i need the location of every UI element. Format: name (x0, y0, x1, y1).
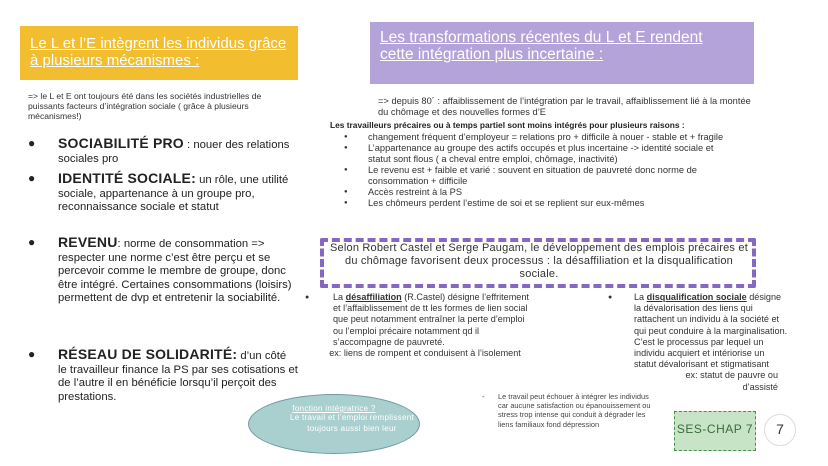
note-dash: - (482, 392, 485, 401)
mechanism-title: REVENU (58, 234, 118, 250)
desaffiliation-example: ex: liens de rompent et conduisent à l’isolement (329, 348, 521, 359)
label-prefix: La (333, 292, 346, 302)
mechanism-item (28, 172, 298, 215)
mechanism-text: : nouer des relations sociales pro (58, 139, 290, 165)
desaffiliation-block (305, 292, 535, 359)
list-item: ● changement fréquent d’employeur = relations pro + difficile à nouer - stable et + fragile (342, 132, 732, 143)
mechanism-title: RÉSEAU DE SOLIDARITÉ: (58, 346, 238, 362)
mechanism-title: IDENTITÉ SOCIALE: (58, 170, 196, 186)
disqualification-block (608, 292, 788, 393)
question-ellipse (248, 394, 420, 454)
mechanism-title: SOCIABILITÉ PRO (58, 135, 184, 151)
chapter-tag (674, 411, 756, 451)
reasons-heading: Les travailleurs précaires ou à temps partiel sont moins intégrés pour plusieurs raisons : (330, 120, 685, 130)
desaffiliation-term: désaffiliation (345, 292, 402, 302)
bullet-icon: ● (28, 347, 36, 361)
castel-paugam-note (320, 238, 756, 288)
list-item: ● Le revenu est + faible et varié : souvent en situation de pauvreté donc norme de consommation + difficile (342, 165, 732, 187)
desaffiliation-definition: (R.Castel) désigne l’effritement et l’affaiblissement de tt les formes de lien social que peut notamment entraîner la perte d’emploi ou l’emploi précaire notamment qd il s’accompagne de pauvreté. (333, 292, 529, 347)
chapter-tag-label: SES-CHAP 7 (676, 422, 754, 436)
bullet-icon: ● (28, 235, 36, 249)
left-title: Le L et l’E intègrent les individus grâce à plusieurs mécanismes : (30, 35, 287, 69)
bullet-icon: ● (28, 171, 36, 185)
bullet-icon: ● (305, 294, 310, 301)
mechanism-text: d’un côté le travailleur finance la PS par ses cotisations et de l’autre il en bénéficie lorsqu’il perçoit des prestations. (58, 350, 298, 403)
bullet-icon: ● (608, 294, 613, 301)
list-item: ● L’appartenance au groupe des actifs occupés et plus incertaine -> identité sociale et statut sont flous ( a cheval entre emploi, chômage, inactivité) (342, 143, 732, 165)
left-title-box (20, 26, 298, 80)
mechanism-item (28, 137, 298, 166)
question-link: fonction intégratrice ? (292, 404, 376, 413)
mechanism-item (28, 348, 298, 404)
right-title-box (370, 22, 754, 84)
question-line: Le travail et l’emploi remplissent toujours aussi bien leur (289, 413, 415, 433)
mechanism-item (28, 236, 298, 306)
disqualification-example: ex: statut de pauvre ou d’assisté (685, 370, 778, 392)
disqualification-definition: désigne la dévalorisation des liens qui rattachent un individu à la société et qui peut conduire à la marginalisation. C’est le processus par lequel un individu acquiert et intériorise un statut dévalorisant et stigmatisant (634, 292, 788, 370)
list-item: ● Les chômeurs perdent l’estime de soi et se replient sur eux-mêmes (342, 198, 732, 209)
left-intro: => le L et E ont toujours été dans les sociétés industrielles de puissants facteurs d’intégration sociale ( grâce à plusieurs mécanismes!) (28, 91, 262, 121)
list-item: ● Accès restreint à la PS (342, 187, 732, 198)
mechanism-text: : norme de consommation => respecter une norme c’est être perçu et se percevoir comme le membre de groupe, donc être intégré. Certaines consommations (loisirs) permettent de dvp et entretenir la sociabilité. (58, 238, 292, 304)
disqualification-term: disqualification sociale (646, 292, 747, 302)
reasons-list (342, 132, 732, 209)
right-title: Les transformations récentes du L et E rendent cette intégration plus incertaine : (380, 29, 703, 63)
page-number: 7 (776, 421, 784, 437)
mechanism-text: un rôle, une utilité sociale, appartenance à un groupe pro, reconnaissance sociale et statut (58, 174, 289, 213)
castel-paugam-text: Selon Robert Castel et Serge Paugam, le développement des emplois précaires et du chômage favorisent deux processus : la désaffiliation et la disqualification sociale. (330, 242, 748, 280)
bullet-icon: ● (28, 136, 36, 150)
right-intro: => depuis 80´ : affaiblissement de l’intégration par le travail, affaiblissement lié à la montée du chômage et des nouvelles formes d’E (378, 96, 751, 117)
page-number-badge (764, 414, 796, 446)
question-text (267, 404, 415, 433)
label-prefix: La (634, 292, 647, 302)
side-note: Le travail peut échouer à intégrer les individus car aucune satisfaction ou épanouissement ou stress trop intense qui conduit à dégrader les liens familiaux fond dépression (498, 392, 651, 429)
